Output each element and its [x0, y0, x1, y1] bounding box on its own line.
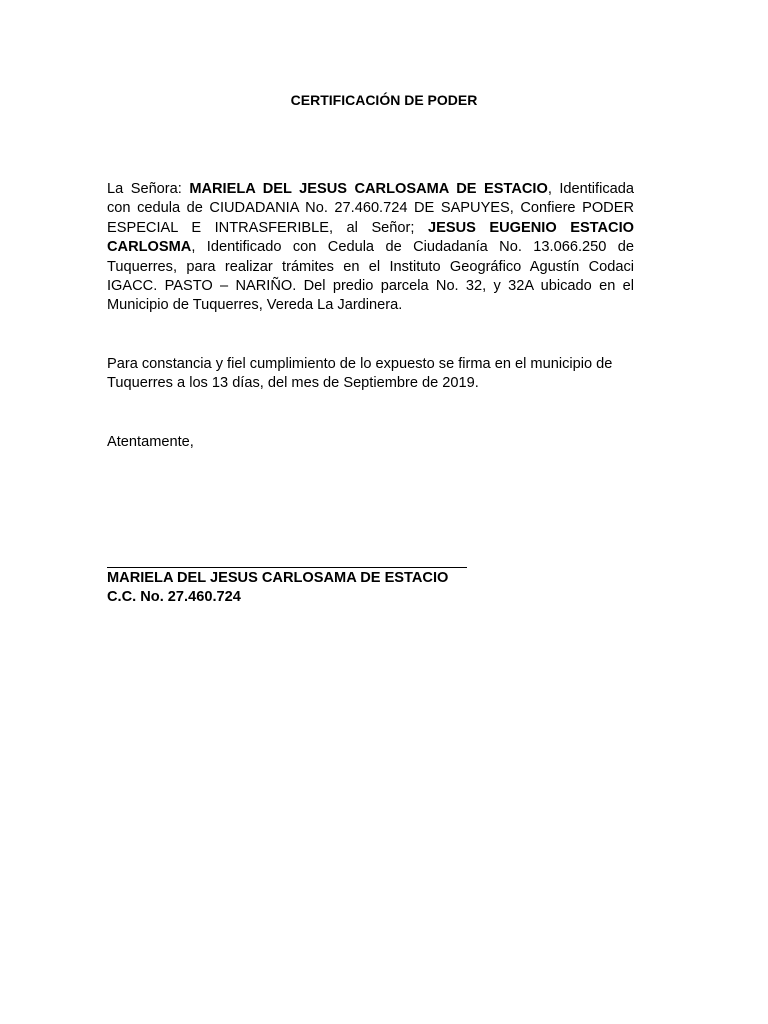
paragraph1-text-2: , Identificada con cedula de CIUDADANIA No. 27.460.724 DE SAPUYES, Confiere PODER ESPECIAL E INTRASFERIBLE, al Señor;: [107, 181, 634, 236]
attestation-paragraph: Para constancia y fiel cumplimiento de lo expuesto se firma en el municipio de Tuquerres a los 13 días, del mes de Septiembre de 2019.: [107, 356, 613, 392]
power-grant-paragraph: [107, 180, 634, 316]
document-title: CERTIFICACIÓN DE PODER: [290, 92, 478, 108]
signature-line: [107, 567, 467, 568]
signatory-id: C.C. No. 27.460.724: [107, 589, 241, 605]
paragraph1-text-1: La Señora:: [107, 181, 190, 197]
closing-salutation: Atentamente,: [107, 434, 194, 450]
signatory-name: MARIELA DEL JESUS CARLOSAMA DE ESTACIO: [107, 570, 449, 586]
paragraph1-text-3: , Identificado con Cedula de Ciudadanía No. 13.066.250 de Tuquerres, para realizar trámites en el Instituto Geográfico Agustín Codaci IGACC. PASTO – NARIÑO. Del predio parcela No. 32, y 32A ubicado en el Municipio de Tuquerres, Vereda La Jardinera.: [107, 239, 634, 314]
grantor-name: MARIELA DEL JESUS CARLOSAMA DE ESTACIO: [189, 181, 548, 197]
grantee-name: JESUS EUGENIO ESTACIO CARLOSMA: [107, 219, 634, 256]
